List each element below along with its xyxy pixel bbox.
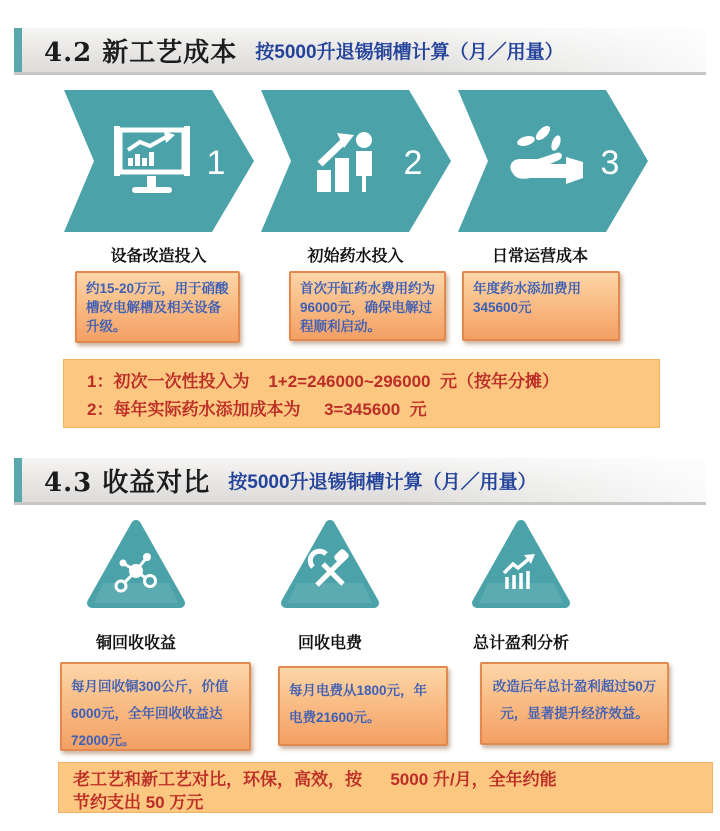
section-heading: 4.3 收益对比 [44,467,211,498]
conclusion-box [58,762,713,813]
process-arrow-2 [261,90,451,232]
step-label: 日常运营成本 [491,248,588,265]
section-heading: 4.2 新工艺成本 [44,37,238,68]
benefit-desc-box: 改造后年总计盈利超过50万元，显著提升经济效益。 [480,662,669,745]
benefit-desc-box: 每月电费从1800元，年电费21600元。 [278,666,448,746]
step-number: 1 [206,144,226,182]
section-header-43 [14,458,706,505]
triangle-marker-1 [86,519,186,611]
header-accent-bar [14,458,22,502]
header-accent-bar [14,28,22,72]
benefit-label: 总计盈利分析 [472,635,569,652]
cost-summary-box [63,359,660,428]
summary-line: 节约支出 50 万元 [73,793,204,812]
summary-line: 1：初次一次性投入为 1+2=246000~296000 元（按年分摊） [87,372,559,391]
step-label: 初始药水投入 [307,248,404,265]
section-subtitle: 按5000升退锡铜槽计算（月／用量） [228,471,537,493]
step-label: 设备改造投入 [110,248,207,265]
process-arrow-1 [64,90,254,232]
step-desc-box: 约15-20万元，用于硝酸槽改电解槽及相关设备升级。 [75,271,240,343]
step-desc-box: 年度药水添加费用345600元 [462,271,620,341]
step-desc-box: 首次开缸药水费用约为96000元，确保电解过程顺利启动。 [289,271,446,341]
triangle-marker-3 [471,519,571,611]
benefit-label: 回收电费 [297,635,362,652]
process-arrow-3 [458,90,648,232]
benefit-desc-box: 每月回收铜300公斤，价值6000元，全年回收收益达72000元。 [60,662,251,751]
step-number: 2 [403,144,423,182]
section-header-42 [14,28,706,75]
summary-line: 2：每年实际药水添加成本为 3=345600 元 [87,400,427,419]
summary-line: 老工艺和新工艺对比，环保，高效，按 5000 升/月，全年约能 [73,770,557,789]
section-subtitle: 按5000升退锡铜槽计算（月／用量） [255,41,564,63]
benefit-label: 铜回收收益 [95,635,176,652]
triangle-marker-2 [280,519,380,611]
step-number: 3 [600,144,620,182]
